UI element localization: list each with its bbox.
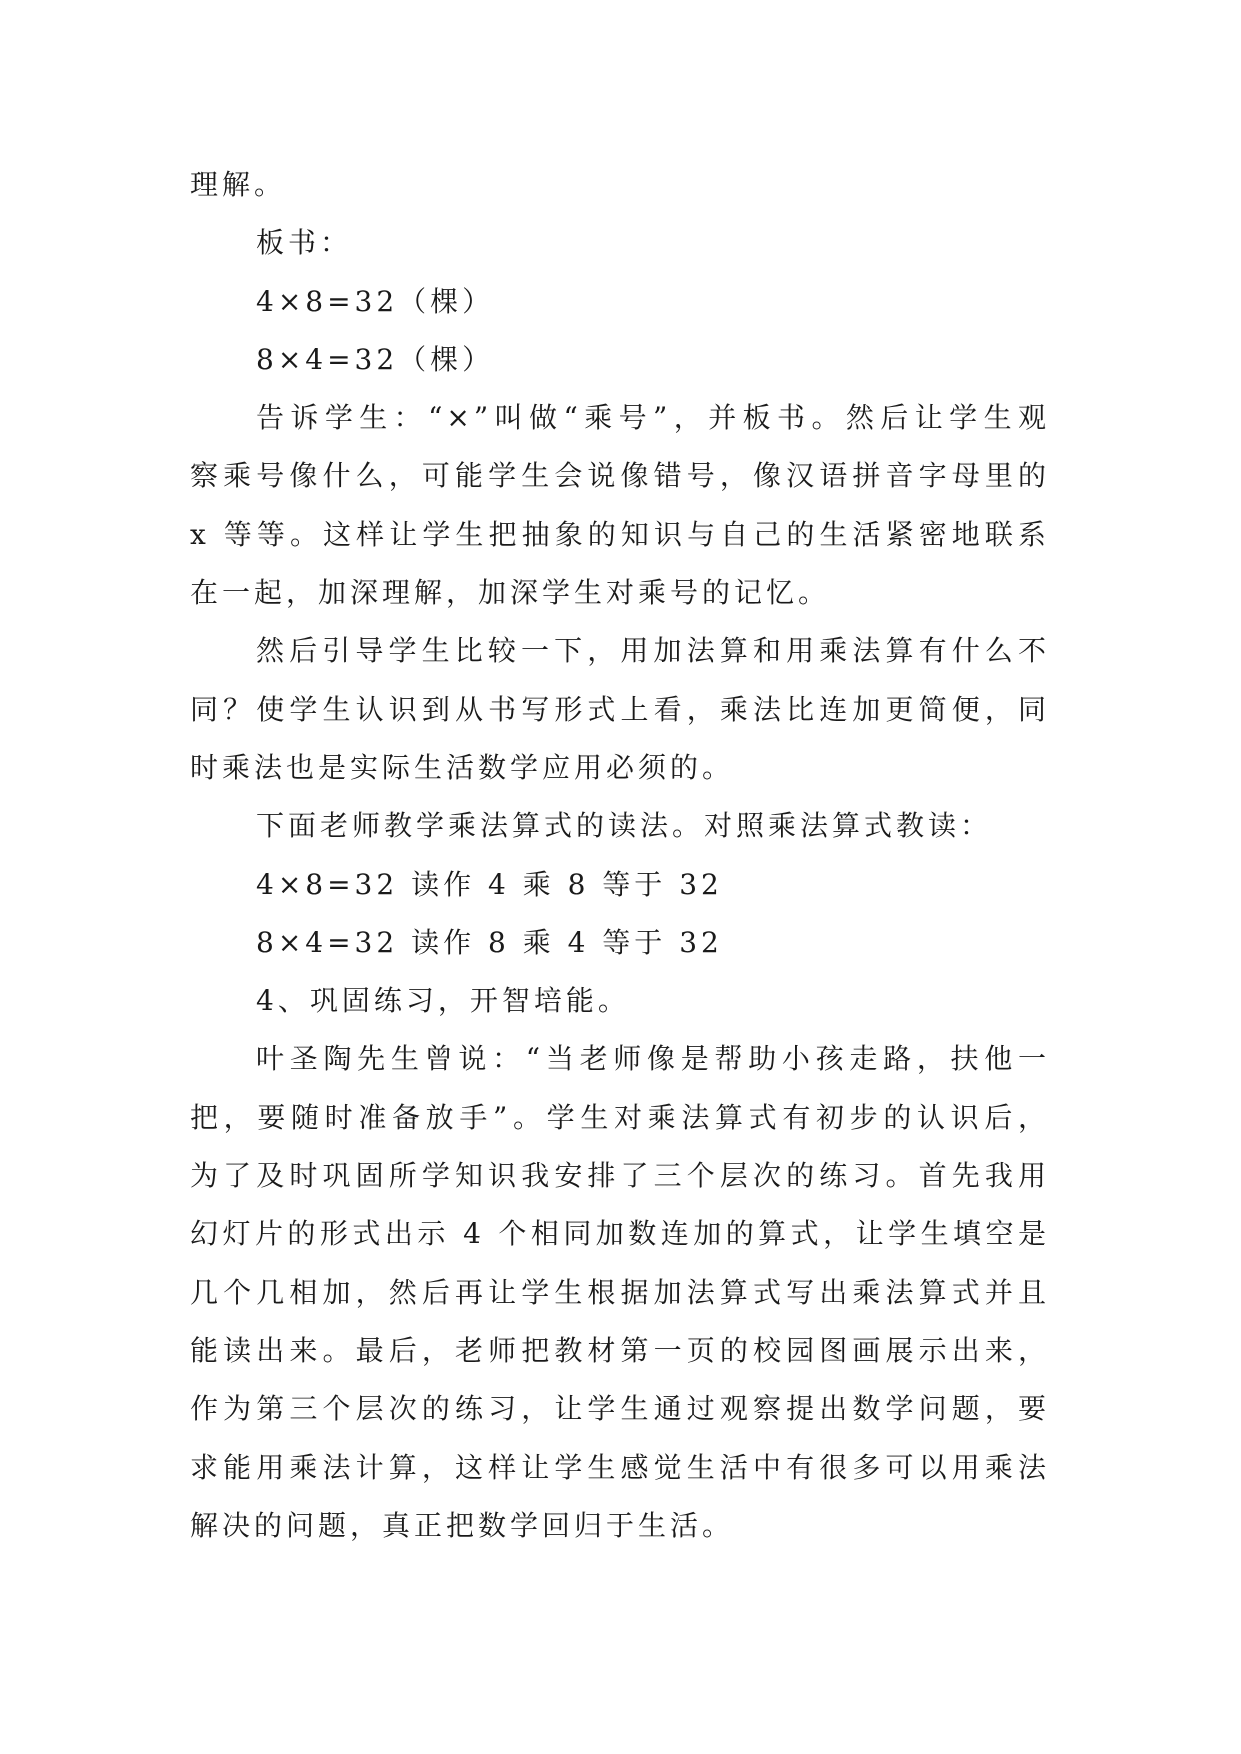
text-line: 告诉学生：“×”叫做“乘号”，并板书。然后让学生观 xyxy=(256,401,1050,435)
text-line: x 等等。这样让学生把抽象的知识与自己的生活紧密地联系 xyxy=(190,517,1050,551)
text-line: 察乘号像什么，可能学生会说像错号，像汉语拼音字母里的 xyxy=(190,459,1050,493)
text-line: 把，要随时准备放手”。学生对乘法算式有初步的认识后， xyxy=(190,1100,1050,1134)
text-line: 叶圣陶先生曾说：“当老师像是帮助小孩走路，扶他一 xyxy=(256,1042,1050,1076)
text-line: 为了及时巩固所学知识我安排了三个层次的练习。首先我用 xyxy=(190,1159,1050,1193)
text-line: 下面老师教学乘法算式的读法。对照乘法算式教读： xyxy=(256,809,993,843)
document-body xyxy=(190,156,1050,1555)
text-line: 求能用乘法计算，这样让学生感觉生活中有很多可以用乘法 xyxy=(190,1450,1050,1484)
text-line: 8×4=32 读作 8 乘 4 等于 32 xyxy=(256,925,723,959)
text-line: 理解。 xyxy=(190,168,287,201)
text-line: 能读出来。最后，老师把教材第一页的校园图画展示出来， xyxy=(190,1333,1050,1367)
text-line: 4、巩固练习，开智培能。 xyxy=(256,984,630,1018)
text-line: 时乘法也是实际生活数学应用必须的。 xyxy=(190,750,735,784)
text-line: 4×8=32（棵） xyxy=(256,284,495,318)
text-line: 然后引导学生比较一下，用加法算和用乘法算有什么不 xyxy=(256,634,1050,668)
text-line: 幻灯片的形式出示 4 个相同加数连加的算式，让学生填空是 xyxy=(190,1217,1050,1251)
text-line: 作为第三个层次的练习，让学生通过观察提出数学问题，要 xyxy=(190,1392,1050,1426)
text-line: 在一起，加深理解，加深学生对乘号的记忆。 xyxy=(190,576,831,610)
text-line: 8×4=32（棵） xyxy=(256,342,495,376)
text-line: 几个几相加，然后再让学生根据加法算式写出乘法算式并且 xyxy=(190,1275,1050,1309)
text-line: 板书： xyxy=(256,226,353,260)
text-line: 4×8=32 读作 4 乘 8 等于 32 xyxy=(256,867,723,901)
text-line: 同？使学生认识到从书写形式上看，乘法比连加更简便，同 xyxy=(190,692,1050,726)
text-line: 解决的问题，真正把数学回归于生活。 xyxy=(190,1508,735,1542)
